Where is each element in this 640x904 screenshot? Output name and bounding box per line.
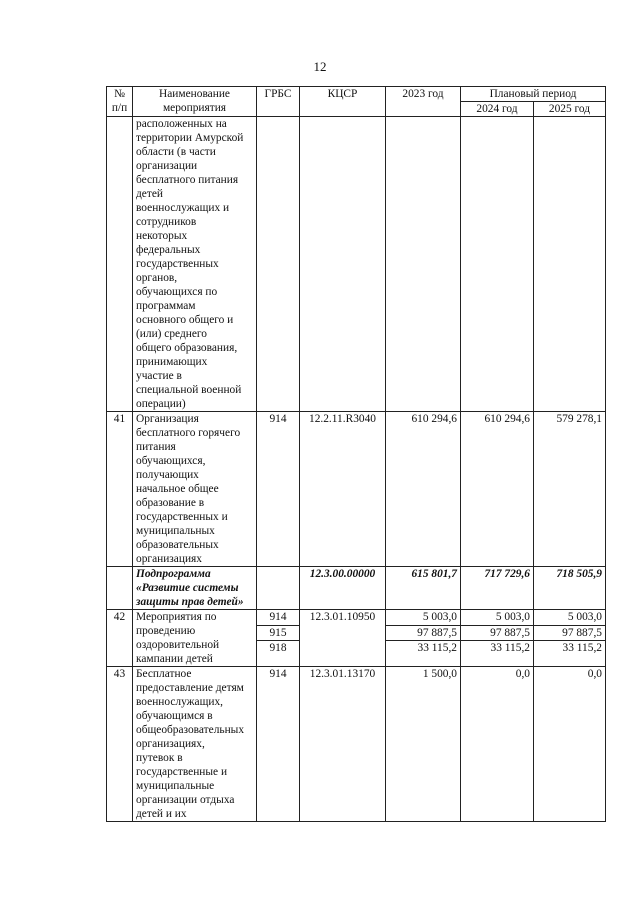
- row-num: 43: [107, 667, 133, 822]
- value-item: 33 115,2: [461, 640, 533, 656]
- subprogram-row: [107, 567, 606, 610]
- table-row: [107, 117, 606, 412]
- value-item: 5 003,0: [567, 611, 602, 623]
- header-grbs: ГРБС: [257, 87, 300, 117]
- row-2024: 717 729,6: [461, 567, 534, 610]
- value-item: 33 115,2: [534, 640, 605, 656]
- row-num: [107, 567, 133, 610]
- row-num: 42: [107, 610, 133, 667]
- row-grbs: 914: [257, 412, 300, 567]
- row-grbs-list: [257, 610, 300, 667]
- page-number: 12: [313, 59, 327, 74]
- value-item: 33 115,2: [386, 640, 460, 656]
- row-2025: 718 505,9: [534, 567, 606, 610]
- row-2023: 610 294,6: [386, 412, 461, 567]
- row-kcsr: [300, 117, 386, 412]
- value-item: 5 003,0: [495, 611, 530, 623]
- grbs-item: 918: [257, 640, 299, 656]
- row-grbs: [257, 567, 300, 610]
- header-2023: 2023 год: [386, 87, 461, 117]
- grbs-item: 914: [269, 611, 287, 623]
- row-grbs: [257, 117, 300, 412]
- header-2024: 2024 год: [461, 102, 534, 117]
- value-item: 97 887,5: [461, 625, 533, 641]
- row-name: Организация бесплатного горячего питания обучающихся, получающих начальное общее образование в государственных и муниципальных образовательных организациях: [133, 412, 257, 567]
- header-2025: 2025 год: [534, 102, 606, 117]
- row-num: [107, 117, 133, 412]
- header-kcsr: КЦСР: [300, 87, 386, 117]
- header-planned-period: Плановый период: [461, 87, 606, 102]
- budget-table: [106, 86, 606, 822]
- row-2023: [386, 117, 461, 412]
- row-2024: 0,0: [461, 667, 534, 822]
- table-row: [107, 667, 606, 822]
- row-2025: 579 278,1: [534, 412, 606, 567]
- value-item: 5 003,0: [422, 611, 457, 623]
- row-kcsr: 12.3.01.10950: [300, 610, 386, 667]
- row-2023: 615 801,7: [386, 567, 461, 610]
- row-grbs: 914: [257, 667, 300, 822]
- row-2025: 0,0: [534, 667, 606, 822]
- row-2024: [461, 117, 534, 412]
- row-num: 41: [107, 412, 133, 567]
- value-item: 97 887,5: [386, 625, 460, 641]
- row-kcsr: 12.2.11.R3040: [300, 412, 386, 567]
- row-2025: [534, 117, 606, 412]
- header-num: № п/п: [107, 87, 133, 117]
- row-2023-list: [386, 610, 461, 667]
- row-2025-list: [534, 610, 606, 667]
- row-kcsr: 12.3.01.13170: [300, 667, 386, 822]
- row-2024: 610 294,6: [461, 412, 534, 567]
- table-row: [107, 610, 606, 667]
- row-name: расположенных на территории Амурской области (в части организации бесплатного питания детей военнослужащих и сотрудников некоторых федеральных государственных органов, обучающихся по программам основного общего и (или) среднего общего образования, принимающих участие в специальной военной операции): [133, 117, 257, 412]
- grbs-item: 915: [257, 625, 299, 641]
- row-kcsr: 12.3.00.00000: [300, 567, 386, 610]
- value-item: 97 887,5: [534, 625, 605, 641]
- row-name: Мероприятия по проведению оздоровительной кампании детей: [133, 610, 257, 667]
- row-name: Бесплатное предоставление детям военнослужащих, обучающимся в общеобразовательных организациях, путевок в государственные и муниципальные организации отдыха детей и их: [133, 667, 257, 822]
- header-row-1: [107, 87, 606, 102]
- header-name: Наименование мероприятия: [133, 87, 257, 117]
- table-row: [107, 412, 606, 567]
- subprogram-name: Подпрограмма «Развитие системы защиты прав детей»: [133, 567, 257, 610]
- row-2023: 1 500,0: [386, 667, 461, 822]
- row-2024-list: [461, 610, 534, 667]
